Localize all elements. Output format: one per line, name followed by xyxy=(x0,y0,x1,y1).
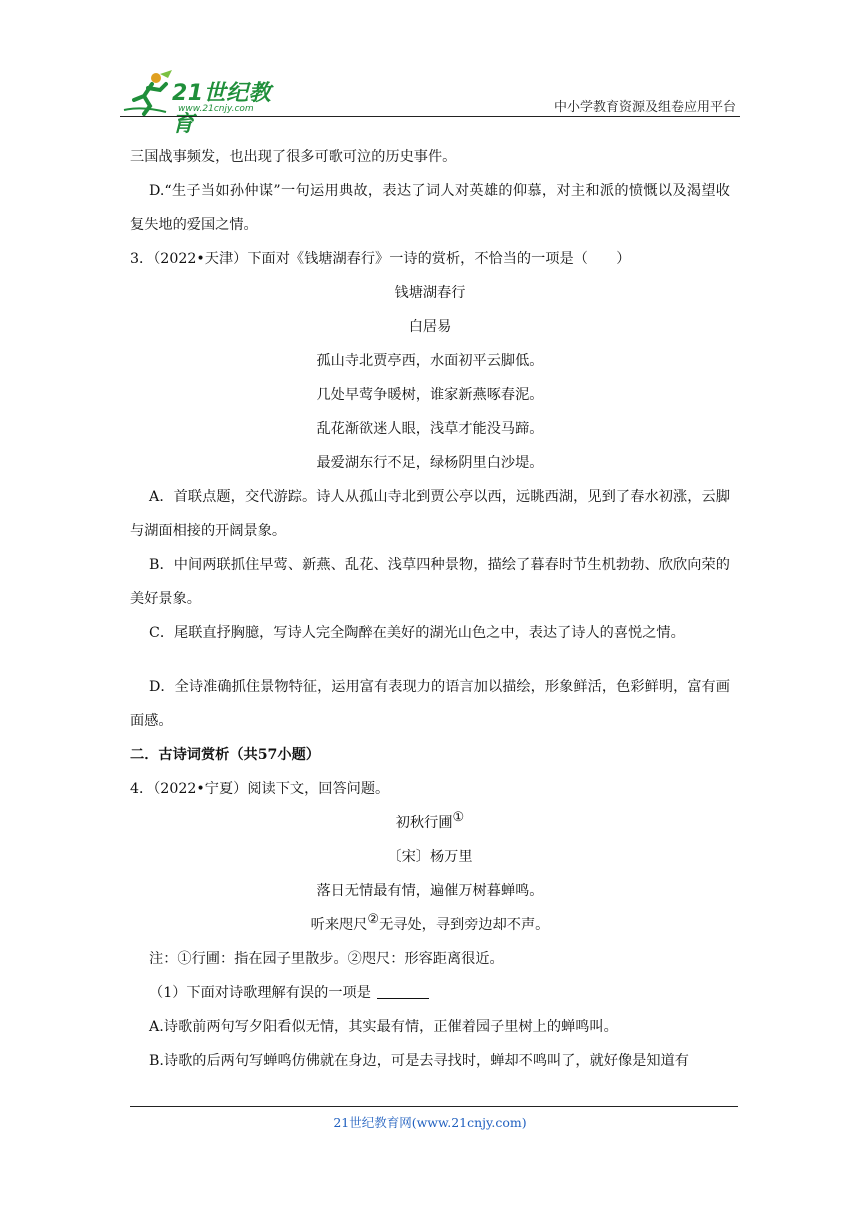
poem-line: 乱花渐欲迷人眼，浅草才能没马蹄。 xyxy=(316,421,544,437)
poem-line-part: 听来咫尺 xyxy=(310,917,368,933)
main-content xyxy=(130,140,730,1078)
poem-author: 〔宋〕杨万里 xyxy=(387,849,473,865)
logo-text: 21世纪教育 xyxy=(172,81,272,137)
question-4: 4．（2022•宁夏）阅读下文，回答问题。 xyxy=(130,781,390,797)
option-b: B．中间两联抓住早莺、新燕、乱花、浅草四种景物，描绘了暮春时节生机勃勃、欣欣向荣的美好景象。 xyxy=(130,557,730,607)
poem-title xyxy=(130,806,730,840)
poem-title-text: 初秋行圃 xyxy=(395,815,453,831)
footer-link[interactable]: 21世纪教育网(www.21cnjy.com) xyxy=(333,1115,527,1130)
poem-line: 几处早莺争暖树，谁家新燕啄春泥。 xyxy=(316,387,544,403)
platform-name: 中小学教育资源及组卷应用平台 xyxy=(553,100,736,115)
poem-line: 孤山寺北贾亭西，水面初平云脚低。 xyxy=(316,353,544,369)
footnote-marker: ② xyxy=(367,912,380,927)
sub-option-a: A.诗歌前两句写夕阳看似无情，其实最有情，正催着园子里树上的蝉鸣叫。 xyxy=(149,1019,618,1035)
spacer xyxy=(130,650,730,670)
option-d: D．全诗准确抓住景物特征，运用富有表现力的语言加以描绘，形象鲜活，色彩鲜明，富有画面感。 xyxy=(130,679,730,729)
emphasis-char: 误 xyxy=(299,985,315,1001)
poem-line: 最爱湖东行不足，绿杨阴里白沙堤。 xyxy=(316,455,544,471)
annotation-note: 注：①行圃：指在园子里散步。②咫尺：形容距离很近。 xyxy=(149,951,504,967)
site-logo[interactable] xyxy=(122,70,292,137)
poem-line-part: 无寻处，寻到旁边却不声。 xyxy=(379,917,550,933)
footnote-marker: ① xyxy=(452,810,465,825)
header-divider xyxy=(120,116,740,117)
poem-line xyxy=(130,908,730,942)
sub-question-text: 的一项是 xyxy=(314,985,371,1001)
option-a: A．首联点题，交代游踪。诗人从孤山寺北到贾公亭以西，远眺西湖，见到了春水初涨，云脚与湖面相接的开阔景象。 xyxy=(130,489,730,539)
text-line: 三国战事频发，也出现了很多可歌可泣的历史事件。 xyxy=(130,149,457,165)
page-header xyxy=(120,66,740,137)
sub-question-1 xyxy=(130,976,730,1010)
section-heading: 二．古诗词赏析（共57小题） xyxy=(130,747,320,763)
option-d-previous: D.“生子当如孙仲谋”一句运用典故，表达了词人对英雄的仰慕，对主和派的愤慨以及渴望收复失地的爱国之情。 xyxy=(130,183,730,233)
poem-title: 钱塘湖春行 xyxy=(394,285,466,301)
sub-option-b: B.诗歌的后两句写蝉鸣仿佛就在身边，可是去寻找时，蝉却不鸣叫了，就好像是知道有 xyxy=(149,1053,689,1069)
poem-author: 白居易 xyxy=(408,319,452,335)
answer-blank[interactable] xyxy=(377,984,429,999)
logo-url: www.21cnjy.com xyxy=(178,104,254,114)
footer-divider xyxy=(130,1106,738,1107)
emphasis-char: 有 xyxy=(285,985,300,1001)
sub-question-text: （1）下面对诗歌理解 xyxy=(149,985,286,1001)
option-c: C．尾联直抒胸臆，写诗人完全陶醉在美好的湖光山色之中，表达了诗人的喜悦之情。 xyxy=(149,625,685,641)
runner-logo-icon xyxy=(122,70,174,116)
poem-line: 落日无情最有情，遍催万树暮蝉鸣。 xyxy=(316,883,544,899)
question-3: 3．（2022•天津）下面对《钱塘湖春行》一诗的赏析，不恰当的一项是（ ） xyxy=(130,251,631,267)
